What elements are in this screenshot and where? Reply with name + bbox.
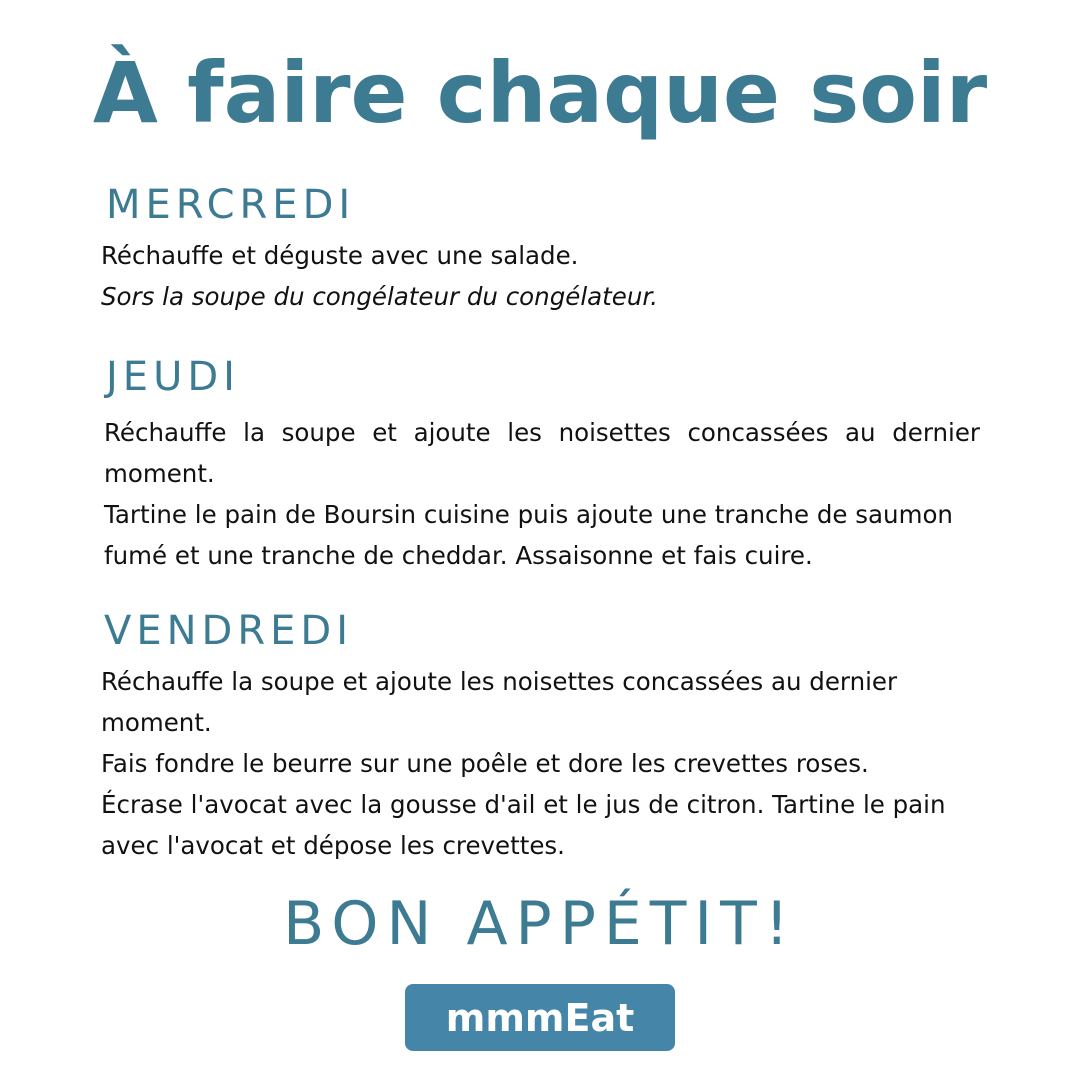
instruction-line: Sors la soupe du congélateur du congélateur. [101,282,658,311]
instruction-line: Réchauffe la soupe et ajoute les noisettes concassées au dernier moment. [104,418,980,488]
day-heading-vendredi: VENDREDI [104,608,354,654]
day-section-vendredi [101,661,961,866]
brand-logo [405,984,675,1051]
day-heading-mercredi: MERCREDI [106,182,356,228]
day-section-jeudi [104,412,980,576]
instruction-line: Écrase l'avocat avec la gousse d'ail et le jus de citron. Tartine le pain avec l'avocat et dépose les crevettes. [101,790,946,860]
instruction-line: Réchauffe la soupe et ajoute les noisettes concassées au dernier moment. [101,667,898,737]
day-section-mercredi [101,235,981,317]
brand-logo-text: mmmEat [445,995,635,1040]
closing-message: BON APPÉTIT! [283,889,797,959]
instruction-line: Fais fondre le beurre sur une poêle et dore les crevettes roses. [101,749,869,778]
page-title: À faire chaque soir [92,44,988,142]
day-heading-jeudi: JEUDI [106,354,240,400]
instruction-line: Réchauffe et déguste avec une salade. [101,241,579,270]
instruction-line: Tartine le pain de Boursin cuisine puis ajoute une tranche de saumon fumé et une tranche de cheddar. Assaisonne et fais cuire. [104,500,953,570]
